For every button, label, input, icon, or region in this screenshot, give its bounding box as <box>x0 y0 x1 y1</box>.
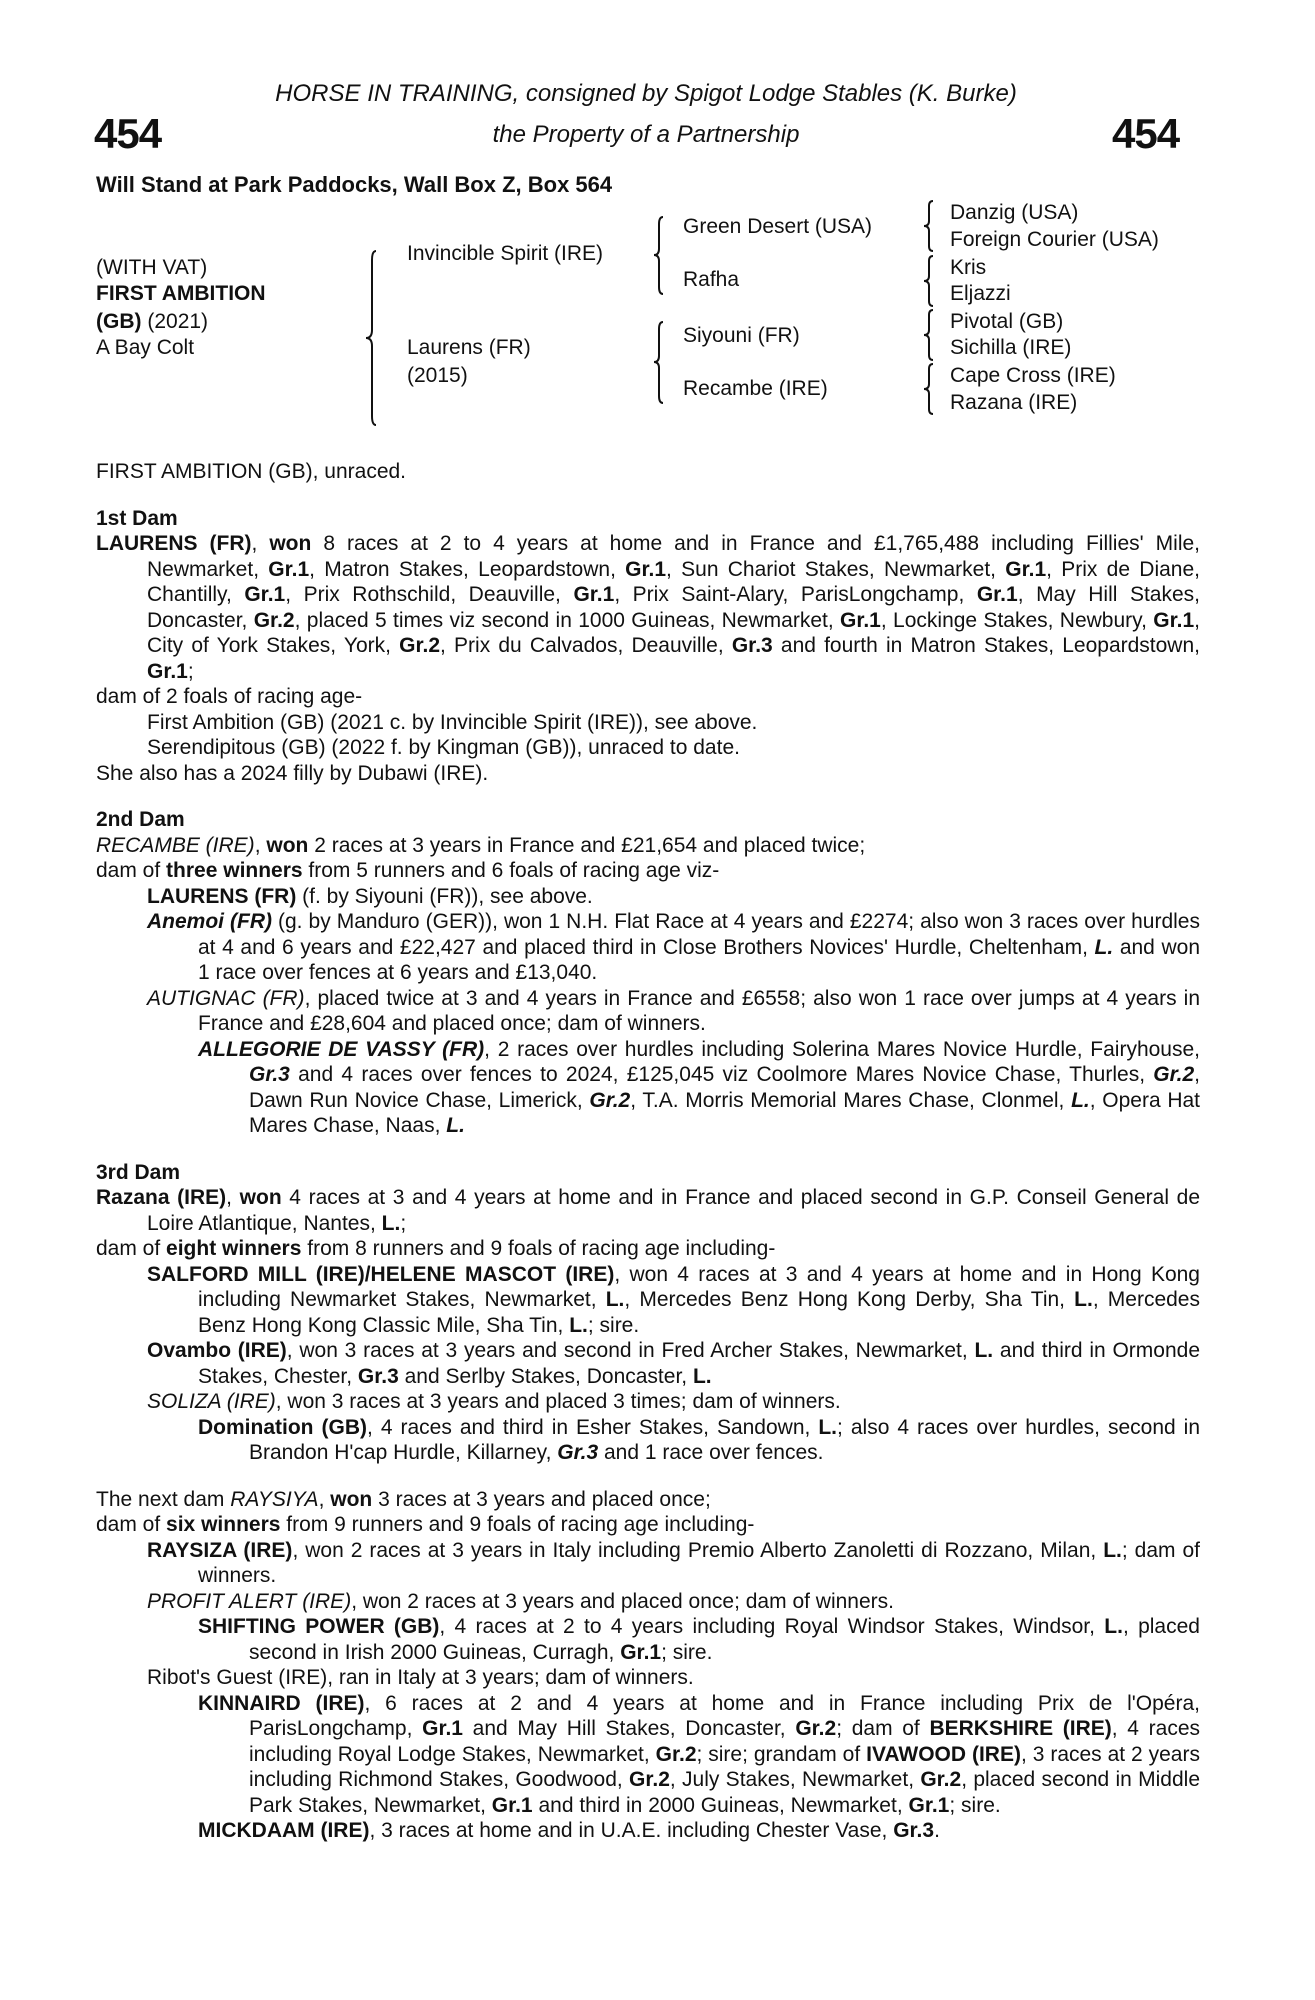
entry-emphasis: Razana (IRE) <box>96 1186 227 1209</box>
section-1st-dam <box>96 506 1200 787</box>
horse-description: A Bay Colt <box>96 336 195 359</box>
entry-emphasis: won <box>269 532 312 555</box>
entry-text: , Dawn Run Novice Chase, Limerick, <box>249 1063 1200 1112</box>
entry-paragraph <box>96 531 1200 684</box>
entry-name-italic: PROFIT ALERT (IRE) <box>147 1589 352 1613</box>
entry-text: , placed second in Middle Park Stakes, Newmarket, <box>249 1768 1201 1817</box>
entry-emphasis: SHIFTING POWER (GB) <box>198 1615 440 1638</box>
brace-g2 <box>922 255 936 307</box>
entry-text: , Prix Saint-Alary, ParisLongchamp, <box>614 583 977 606</box>
entry-text: , 3 races at home and in U.A.E. including Chester Vase, <box>369 1819 894 1842</box>
entry-emphasis: Gr.1 <box>422 1717 463 1740</box>
grandsire-1: Danzig (USA) <box>950 201 1079 224</box>
entry-emphasis: Gr.1 <box>244 583 286 606</box>
granddam-4: Razana (IRE) <box>950 391 1078 414</box>
entry-emphasis: won <box>239 1186 282 1209</box>
entry-emphasis: Gr.1 <box>147 659 188 683</box>
entry-emphasis: Gr.2 <box>589 1088 631 1112</box>
entry-emphasis: Gr.2 <box>399 634 441 657</box>
entry-text: 8 races at 2 to 4 years at home and in France and £1,765,488 including Fillies' Mile, Newmarket, <box>147 532 1200 581</box>
entry-paragraph <box>96 1338 1200 1389</box>
entry-text: , placed second in Irish 2000 Guineas, Curragh, <box>249 1615 1200 1664</box>
entry-emphasis: Gr.1 <box>1153 608 1195 632</box>
entry-text: , Prix de Diane, Chantilly, <box>147 557 1200 606</box>
entry-paragraph <box>96 1665 1200 1691</box>
entry-text: , 4 races and third in Esher Stakes, Sandown, <box>366 1415 819 1439</box>
entry-emphasis: Gr.3 <box>893 1819 935 1842</box>
entry-text: from 9 runners and 9 foals of racing age including- <box>280 1513 755 1536</box>
entry-text: , 2 races over hurdles including Solerina Mares Novice Hurdle, Fairyhouse, <box>484 1037 1201 1061</box>
entry-text: ; sire. <box>949 1793 1001 1817</box>
entry-emphasis: L. <box>1071 1088 1090 1112</box>
entry-text: ; sire; grandam of <box>696 1742 867 1766</box>
entry-name-italic: SOLIZA (IRE) <box>147 1390 276 1413</box>
section-heading: 3rd Dam <box>96 1160 181 1184</box>
granddam-2: Eljazzi <box>950 282 1011 305</box>
entry-text: , <box>318 1487 331 1511</box>
entry-emphasis: Gr.2 <box>920 1768 962 1791</box>
entry-text: and May Hill Stakes, Doncaster, <box>462 1717 796 1740</box>
entry-emphasis: Gr.1 <box>1005 557 1047 581</box>
entry-text: , Prix Rothschild, Deauville, <box>285 583 574 606</box>
brace-main <box>364 250 380 426</box>
entry-text: , Prix du Calvados, Deauville, <box>440 634 732 657</box>
section-heading: 2nd Dam <box>96 808 185 831</box>
dam: Laurens (FR) <box>407 336 531 359</box>
grandsire-2: Kris <box>950 256 987 279</box>
entry-text: , <box>226 1186 240 1209</box>
entry-text: , Mercedes Benz Hong Kong Derby, Sha Tin, <box>624 1288 1075 1311</box>
entry-paragraph <box>96 1185 1200 1236</box>
entry-paragraph <box>96 1389 1200 1415</box>
entry-name-italic: RAYSIYA <box>230 1487 319 1511</box>
entry-text: dam of <box>96 1237 167 1260</box>
entry-emphasis: Gr.3 <box>249 1063 290 1086</box>
stand-location: Will Stand at Park Paddocks, Wall Box Z, Box 564 <box>96 172 613 197</box>
entry-emphasis: SALFORD MILL (IRE)/HELENE MASCOT (IRE) <box>147 1262 615 1286</box>
entry-text: , won 4 races at 3 and 4 years at home and in Hong Kong including Newmarket Stakes, Newmarket, <box>198 1262 1200 1311</box>
consignment-line: HORSE IN TRAINING, consigned by Spigot Lodge Stables (K. Burke) <box>275 80 1017 107</box>
entry-text: ; sire. <box>587 1313 640 1337</box>
entry-text: , Sun Chariot Stakes, Newmarket, <box>666 557 1006 581</box>
entry-text: ; dam of <box>836 1717 930 1740</box>
entry-text: , City of York Stakes, York, <box>147 608 1200 657</box>
brace-g4 <box>922 363 936 415</box>
entry-text: ; dam of winners. <box>198 1538 1201 1587</box>
entry-emphasis: three winners <box>166 859 303 882</box>
entry-text: and fourth in Matron Stakes, Leopardstown, <box>772 634 1200 657</box>
entry-emphasis: Gr.2 <box>629 1768 670 1791</box>
entry-text: FIRST AMBITION (GB), unraced. <box>96 460 407 483</box>
brace-g1 <box>922 200 936 252</box>
entry-emphasis: Gr.1 <box>976 583 1018 606</box>
section-heading: 1st Dam <box>96 506 178 530</box>
entry-text: , <box>254 833 267 857</box>
entry-text: from 8 runners and 9 foals of racing age including- <box>301 1237 776 1260</box>
entry-emphasis: won <box>266 833 309 857</box>
entry-text: , May Hill Stakes, Doncaster, <box>147 583 1200 632</box>
entry-text: (g. by Manduro (GER)), won 1 N.H. Flat Race at 4 years and £2274; also won 3 races over hurdles at 4 and 6 years and £22,427 and placed third in Close Brothers Novices' Hurdle, Cheltenham, <box>198 910 1200 959</box>
entry-paragraph <box>96 884 1200 910</box>
entry-text: Serendipitous (GB) (2022 f. by Kingman (GB)), unraced to date. <box>147 736 740 759</box>
entry-text: 3 races at 3 years and placed once; <box>372 1487 711 1511</box>
lot-number-right: 454 <box>1112 110 1180 157</box>
entry-emphasis: Gr.3 <box>557 1441 599 1464</box>
brace-dam <box>652 321 666 405</box>
entry-emphasis: L. <box>818 1415 838 1439</box>
entry-name-italic: RECAMBE (IRE) <box>96 833 255 857</box>
grandsire-4: Cape Cross (IRE) <box>950 364 1116 387</box>
entry-text: First Ambition (GB) (2021 c. by Invincible Spirit (IRE)), see above. <box>147 710 758 734</box>
entry-emphasis: Gr.1 <box>908 1793 950 1817</box>
entry-text: , Matron Stakes, Leopardstown, <box>309 557 626 581</box>
entry-emphasis: BERKSHIRE (IRE) <box>929 1717 1112 1740</box>
entry-text: (f. by Siyouni (FR)), see above. <box>296 884 593 908</box>
entry-emphasis: Gr.1 <box>573 583 615 606</box>
entry-paragraph <box>96 1512 1200 1538</box>
entry-emphasis: L. <box>1103 1538 1122 1562</box>
entry-text: , won 3 races at 3 years and placed 3 times; dam of winners. <box>275 1390 841 1413</box>
entry-emphasis: won <box>330 1487 373 1511</box>
entry-emphasis: Anemoi (FR) <box>147 910 272 933</box>
dam-dam: Recambe (IRE) <box>683 377 828 400</box>
entry-emphasis: L. <box>605 1288 625 1311</box>
entry-emphasis: MICKDAAM (IRE) <box>198 1819 370 1842</box>
entry-text: , <box>251 532 270 555</box>
sire-sire: Green Desert (USA) <box>683 215 873 238</box>
entry-emphasis: L. <box>569 1313 588 1337</box>
entry-text: ; also 4 races over hurdles, second in Brandon H'cap Hurdle, Killarney, <box>249 1415 1201 1464</box>
entry-name-italic: AUTIGNAC (FR) <box>147 986 305 1010</box>
entry-paragraph <box>96 833 1200 859</box>
horse-name <box>96 281 266 307</box>
horse-year: (2021) <box>147 310 209 333</box>
entry-text: , 3 races at 2 years including Richmond Stakes, Goodwood, <box>249 1742 1200 1791</box>
entry-text: . <box>934 1819 940 1842</box>
entry-text: The next dam <box>96 1487 231 1511</box>
dam-year: (2015) <box>407 364 468 387</box>
vat-label: (WITH VAT) <box>96 256 208 279</box>
entry-paragraph <box>96 1538 1200 1589</box>
entry-emphasis: Gr.3 <box>731 634 773 657</box>
entry-emphasis: ALLEGORIE DE VASSY (FR) <box>198 1037 485 1061</box>
entry-paragraph <box>96 1236 1200 1262</box>
sire-dam: Rafha <box>683 268 740 291</box>
brace-sire <box>652 216 666 296</box>
entry-paragraph <box>96 858 1200 884</box>
entry-emphasis: Ovambo (IRE) <box>147 1339 287 1362</box>
entry-text: and won 1 race over fences at 6 years and £13,040. <box>198 935 1200 984</box>
entry-text: and third in 2000 Guineas, Newmarket, <box>532 1793 909 1817</box>
entry-text: ; <box>187 659 194 683</box>
entry-emphasis: six winners <box>166 1513 281 1536</box>
entry-text: ; sire. <box>661 1640 713 1664</box>
entry-emphasis: L. <box>446 1114 465 1137</box>
entry-paragraph <box>96 1037 1200 1139</box>
entry-text: , placed 5 times viz second in 1000 Guineas, Newmarket, <box>294 608 840 632</box>
entry-emphasis: L. <box>692 1364 712 1388</box>
entry-emphasis: LAURENS (FR) <box>147 884 297 908</box>
grandsire-3: Pivotal (GB) <box>950 310 1064 333</box>
entry-emphasis: LAURENS (FR) <box>96 532 252 555</box>
entry-paragraph <box>96 1818 1200 1844</box>
property-line: the Property of a Partnership <box>492 121 800 148</box>
dam-sire: Siyouni (FR) <box>683 324 800 347</box>
entry-emphasis: RAYSIZA (IRE) <box>147 1538 293 1562</box>
entry-emphasis: Domination (GB) <box>198 1415 367 1439</box>
entry-text: , won 2 races at 3 years and placed once; dam of winners. <box>351 1589 894 1613</box>
horse-country: (GB) <box>96 310 142 333</box>
entry-paragraph <box>96 1691 1200 1819</box>
entry-paragraph <box>96 459 1200 485</box>
entry-paragraph <box>96 909 1200 986</box>
entry-text: , 6 races at 2 and 4 years at home and in France including Prix de l'Opéra, ParisLongchamp, <box>249 1691 1200 1740</box>
entry-text: , 4 races including Royal Lodge Stakes, Newmarket, <box>249 1717 1201 1766</box>
section <box>96 1487 1200 1844</box>
entry-text: , 4 races at 2 to 4 years including Royal Windsor Stakes, Windsor, <box>439 1615 1105 1638</box>
entry-paragraph <box>96 986 1200 1037</box>
entry-paragraph <box>96 710 1200 736</box>
entry-emphasis: L. <box>974 1339 994 1362</box>
entry-text: and third in Ormonde Stakes, Chester, <box>198 1339 1200 1388</box>
entry-emphasis: KINNAIRD (IRE) <box>198 1691 365 1715</box>
entry-text: She also has a 2024 filly by Dubawi (IRE). <box>96 761 489 785</box>
entry-paragraph <box>96 1262 1200 1339</box>
horse-origin <box>96 309 208 335</box>
entry-paragraph <box>96 1589 1200 1615</box>
entry-emphasis: Gr.2 <box>655 1742 697 1766</box>
entry-paragraph <box>96 761 1200 787</box>
entry-text: , placed twice at 3 and 4 years in France and £6558; also won 1 race over jumps at 4 years in France and £28,604 and placed once; dam of winners. <box>198 986 1201 1035</box>
entry-text: dam of 2 foals of racing age- <box>96 685 363 708</box>
entry-emphasis: L. <box>1104 1615 1123 1638</box>
entry-text: , T.A. Morris Memorial Mares Chase, Clonmel, <box>630 1088 1072 1112</box>
entry-emphasis: Gr.2 <box>1153 1063 1195 1086</box>
entry-text: 2 races at 3 years in France and £21,654 and placed twice; <box>308 833 866 857</box>
granddam-3: Sichilla (IRE) <box>950 336 1072 359</box>
entry-text: from 5 runners and 6 foals of racing age viz- <box>302 859 720 882</box>
entry-text: 4 races at 3 and 4 years at home and in France and placed second in G.P. Conseil General de Loire Atlantique, Nantes, <box>147 1186 1201 1235</box>
entry-emphasis: Gr.1 <box>625 557 667 581</box>
catalogue-body <box>96 459 1200 1844</box>
entry-text: and 4 races over fences to 2024, £125,045 viz Coolmore Mares Novice Chase, Thurles, <box>289 1063 1154 1086</box>
entry-text: , won 2 races at 3 years in Italy including Premio Alberto Zanoletti di Rozzano, Milan, <box>292 1538 1104 1562</box>
entry-paragraph <box>96 1415 1200 1466</box>
entry-text: dam of <box>96 1513 167 1536</box>
sire: Invincible Spirit (IRE) <box>407 242 604 265</box>
entry-text: , won 3 races at 3 years and second in Fred Archer Stakes, Newmarket, <box>286 1339 975 1362</box>
entry-text: , Opera Hat Mares Chase, Naas, <box>249 1088 1200 1137</box>
entry-emphasis: L. <box>1074 1288 1093 1311</box>
entry-text: , Mercedes Benz Hong Kong Classic Mile, Sha Tin, <box>198 1288 1200 1337</box>
section-3rd-dam <box>96 1160 1200 1466</box>
section <box>96 459 1200 485</box>
entry-text: , Lockinge Stakes, Newbury, <box>880 608 1154 632</box>
entry-emphasis: L. <box>381 1211 401 1235</box>
horse-name-text: FIRST AMBITION <box>96 282 266 305</box>
entry-emphasis: Gr.3 <box>357 1364 399 1388</box>
lot-number-left: 454 <box>94 110 162 157</box>
brace-g3 <box>922 309 936 361</box>
section-2nd-dam <box>96 807 1200 1139</box>
entry-paragraph <box>96 1487 1200 1513</box>
entry-paragraph <box>96 684 1200 710</box>
entry-text: dam of <box>96 859 167 882</box>
entry-emphasis: Gr.2 <box>795 1717 837 1740</box>
entry-emphasis: eight winners <box>166 1237 302 1260</box>
entry-paragraph <box>96 1614 1200 1665</box>
entry-emphasis: Gr.2 <box>253 608 295 632</box>
entry-paragraph <box>96 735 1200 761</box>
entry-emphasis: IVAWOOD (IRE) <box>866 1742 1021 1766</box>
entry-text: ; <box>400 1211 407 1235</box>
entry-emphasis: Gr.1 <box>840 608 881 632</box>
entry-emphasis: Gr.1 <box>491 1793 533 1817</box>
granddam-1: Foreign Courier (USA) <box>950 228 1159 251</box>
entry-text: , July Stakes, Newmarket, <box>669 1768 921 1791</box>
entry-emphasis: Gr.1 <box>620 1640 662 1664</box>
entry-text: and 1 race over fences. <box>598 1441 824 1464</box>
entry-emphasis: Gr.1 <box>268 557 310 581</box>
entry-text: and Serlby Stakes, Doncaster, <box>398 1364 693 1388</box>
entry-text: Ribot's Guest (IRE), ran in Italy at 3 years; dam of winners. <box>147 1666 694 1689</box>
entry-emphasis: L. <box>1094 935 1114 959</box>
